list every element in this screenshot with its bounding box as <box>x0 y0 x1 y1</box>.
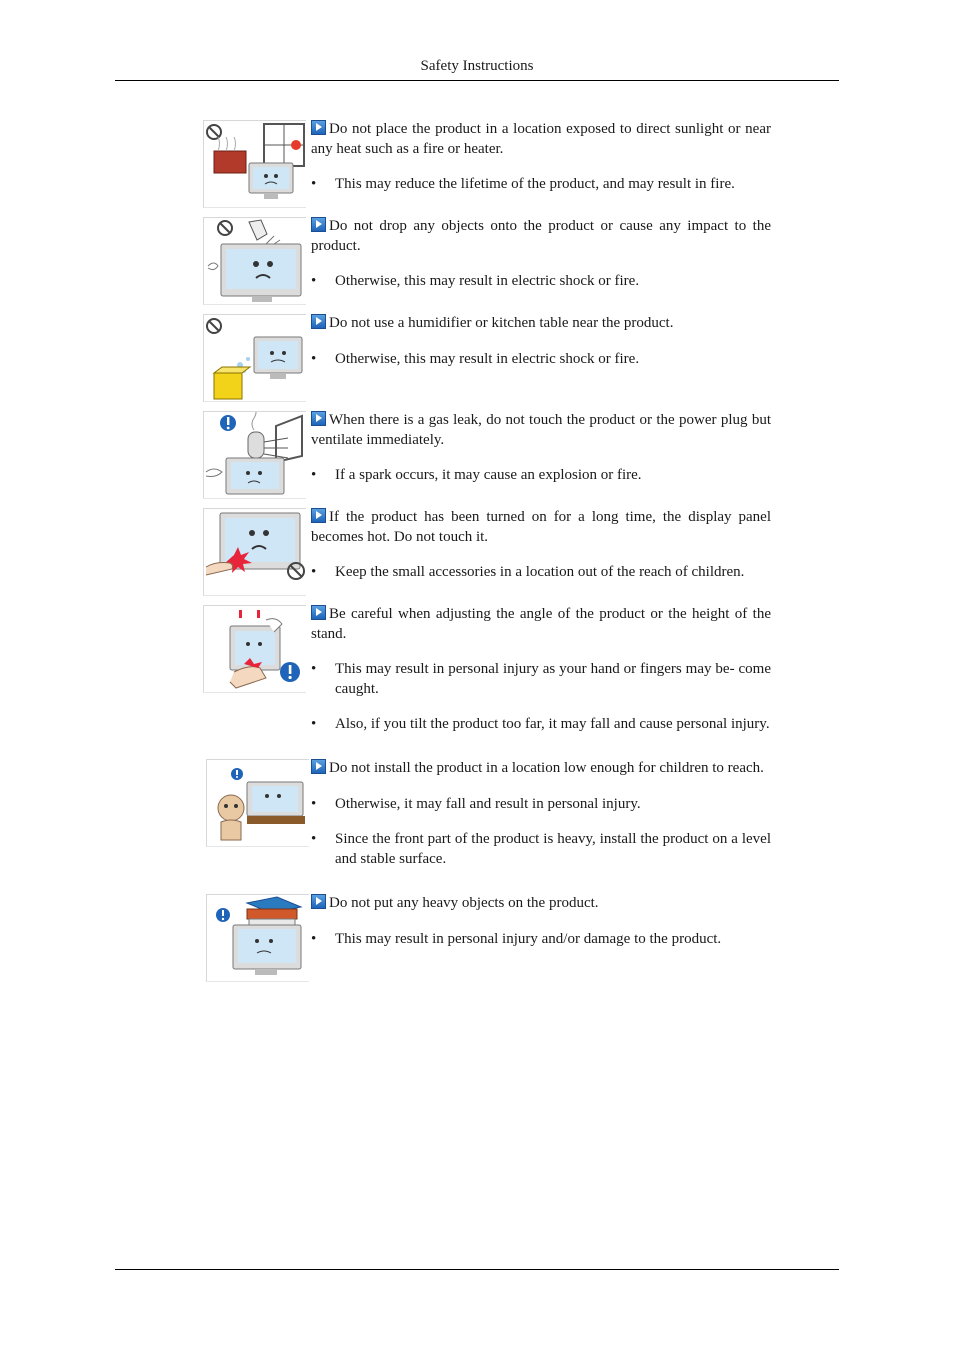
prohibit-icon <box>207 125 221 139</box>
bullet-item <box>311 175 771 195</box>
bullet-text: Otherwise, it may fall and result in personal injury. <box>335 795 641 812</box>
bullet-text: If a spark occurs, it may cause an explosion or fire. <box>335 467 642 483</box>
bullet-text: This may result in personal injury as your hand or fingers may be- come caught. <box>335 661 771 697</box>
heavy-objects-illustration <box>206 894 309 982</box>
bullet-text: This may result in personal injury and/or damage to the product. <box>335 930 722 947</box>
bullet-item <box>311 795 771 815</box>
bullet-marker: • <box>311 350 317 367</box>
play-arrow-icon <box>311 217 326 232</box>
footer-rule <box>115 1269 839 1270</box>
bullet-text: This may reduce the lifetime of the product, and may result in fire. <box>335 176 735 192</box>
bullet-item <box>311 830 771 869</box>
bullet-text: Keep the small accessories in a location out of the reach of children. <box>335 564 745 580</box>
header-rule <box>115 80 839 81</box>
bullet-marker: • <box>311 795 317 812</box>
warning-icon <box>280 662 300 682</box>
bullet-item <box>311 930 771 950</box>
bullet-item <box>311 350 771 370</box>
play-arrow-icon <box>311 894 326 909</box>
play-arrow-icon <box>311 314 326 329</box>
lead-text: Be careful when adjusting the angle of the product or the height of the stand. <box>311 606 771 642</box>
bullet-marker: • <box>311 716 317 732</box>
bullet-item <box>311 563 771 583</box>
bullet-text: Otherwise, this may result in electric shock or fire. <box>335 350 640 367</box>
lead-text: If the product has been turned on for a long time, the display panel becomes hot. Do not touch it. <box>311 509 771 545</box>
adjust-angle-illustration <box>203 605 306 693</box>
lead-text: Do not use a humidifier or kitchen table near the product. <box>329 315 674 331</box>
no-impact-illustration <box>203 217 306 305</box>
no-heat-illustration <box>203 120 306 208</box>
page-header-title: Safety Instructions <box>420 58 534 74</box>
gas-leak-illustration <box>203 411 306 499</box>
bullet-marker: • <box>311 176 317 192</box>
hot-panel-illustration <box>203 508 306 596</box>
bullet-marker: • <box>311 661 317 677</box>
no-humidifier-illustration <box>203 314 306 402</box>
prohibit-icon <box>207 319 221 333</box>
warning-icon <box>220 415 236 431</box>
child-reach-illustration <box>206 759 309 847</box>
lead-text: When there is a gas leak, do not touch the product or the power plug but ventilate immediately. <box>311 412 771 448</box>
play-arrow-icon <box>311 411 326 426</box>
lead-text: Do not place the product in a location exposed to direct sunlight or near any heat such as a fire or heater. <box>311 121 771 157</box>
bullet-text: Otherwise, this may result in electric shock or fire. <box>335 273 640 289</box>
bullet-item <box>311 715 771 735</box>
prohibit-icon <box>218 221 232 235</box>
bullet-item <box>311 660 771 699</box>
bullet-marker: • <box>311 831 317 847</box>
exclamation-marks-icon <box>239 610 260 618</box>
bullet-marker: • <box>311 273 317 289</box>
bullet-text: Since the front part of the product is heavy, install the product on a level and stable surface. <box>335 831 771 867</box>
play-arrow-icon <box>311 605 326 620</box>
play-arrow-icon <box>311 120 326 135</box>
bullet-marker: • <box>311 467 317 483</box>
bullet-item <box>311 466 771 486</box>
lead-text: Do not drop any objects onto the product or cause any impact to the product. <box>311 218 771 254</box>
warning-icon <box>216 908 230 922</box>
bullet-item <box>311 272 771 292</box>
lead-text: Do not install the product in a location low enough for children to reach. <box>329 760 764 776</box>
bullet-marker: • <box>311 930 317 947</box>
play-arrow-icon <box>311 508 326 523</box>
bullet-marker: • <box>311 564 317 580</box>
bullet-text: Also, if you tilt the product too far, it may fall and cause personal injury. <box>335 716 770 732</box>
warning-icon <box>231 768 243 780</box>
lead-text: Do not put any heavy objects on the product. <box>329 895 599 911</box>
play-arrow-icon <box>311 759 326 774</box>
